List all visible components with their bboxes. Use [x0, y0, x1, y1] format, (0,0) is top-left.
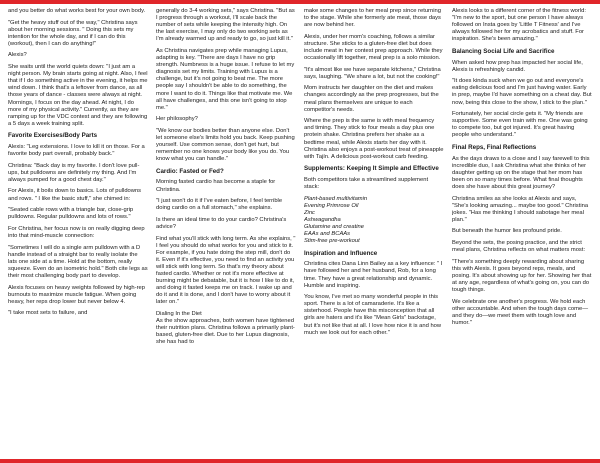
article-column-3	[304, 8, 444, 453]
paragraph: Is there an ideal time to do your cardio? Christina's advice?	[156, 216, 287, 230]
paragraph: and you better do what works best for your own body.	[8, 8, 146, 14]
paragraph: Mom instructs her daughter on the diet and makes changes accordingly as the prep progresses, but the meal plans themselves are unique to each competitor's needs.	[304, 85, 439, 113]
paragraph: "I just won't do it if I've eaten before, I feel terrible doing cardio on a full stomach," she explains.	[156, 198, 283, 212]
paragraph: Dialing In the Diet As the show approaches, both women have tightened their nutrition plans. Christina follows a primarily plant-based, gluten-free diet. Due to her Lupus diagnosis, she has had to	[156, 310, 295, 346]
section-heading: Balancing Social Life and Sacrifice	[452, 47, 555, 55]
section-heading: Inspiration and Influence	[304, 249, 378, 257]
paragraph: You know, I've met so many wonderful people in this sport. There is a lot of camaraderie. It's like a sisterhood. People have this misconception that all girls are haters and it's like "Mean Girls" backstage, but it's not like that at all. I love how nice it is and how much we look out for each other."	[304, 294, 442, 336]
paragraph: Alexis: "Leg extensions. I love to kill it on those. For a favorite body part overall, probably back."	[8, 144, 145, 158]
paragraph: Find what you'll stick with long term. As she explains, " I feel you should do what works for you and stick to it. For example, if you hate doing the step mill, don't do it. Even if it's effective, you need to find an activity you will stick with long term. So that's my theory about fasted cardio. Whether or not it's more effective at burning might be debatable, but it is how I like to do it, and doing it fasted keeps me on track. I wake up and do it and it is done, and I don't have to worry about it later on."	[156, 235, 296, 306]
paragraph: "Get the heavy stuff out of the way," Christina says about her morning sessions. " Doing this sets my intention for the whole day, and if I can do this (workout), then I can do anything!"	[8, 19, 138, 47]
paragraph: When asked how prep has impacted her social life, Alexis is refreshingly candid.	[452, 59, 583, 73]
paragraph: generally do 3-4 working sets," says Christina. "But as I progress through a workout, I'll scale back the number of sets while keeping the intensity high. On the last exercise, I may only do two working sets as I'm already warmed up and ready to go, so just kill it."	[156, 8, 295, 43]
paragraph: "There's something deeply rewarding about sharing this with Alexis. It goes beyond reps, meals, and posing. It's about showing up for her. Showing her that at any age, regardless of what's going on, you can do tough things.	[452, 258, 592, 294]
paragraph: "It does kinda suck when we go out and everyone's eating delicious food and I'm just having water. Early in prep, maybe I'd have something on a cheat day. But now, being this close to the show, I stick to the plan."	[452, 78, 592, 106]
paragraph: As Christina navigates prep while managing Lupus, adapting is key. "There are days I have no grip strength. Numbness is a huge issue. I refuse to let my diagnosis set my limits. Training with Lupus is a challenge, but it's not going to beat me. The more people say I shouldn't be able to do something, the more I want to do it. Things like that motivate me. We all have challenges, and this one isn't going to stop me."	[156, 47, 295, 111]
paragraph: Christina cites Dana Linn Bailey as a key influence: " I have followed her and her husband, Rob, for a long time. They have a great relationship and dynamic. Humble and inspiring.	[304, 261, 443, 289]
article-column-2	[156, 8, 296, 453]
paragraph: Beyond the sets, the posing practice, and the strict meal plans, Christina reflects on what matters most:	[452, 240, 586, 254]
paragraph: "I take most sets to failure, and	[8, 310, 88, 317]
paragraph: Christina smiles as she looks at Alexis and says, "She's looking amazing... maybe too good." Christina jokes. "Has me thinking I should sabotage her meal plan."	[452, 195, 589, 223]
paragraph: Fortunately, her social circle gets it. "My friends are supportive. Some even train with me. One was going to compete too, but got injured. It's great having people who understand."	[452, 111, 588, 139]
paragraph: For Alexis, it boils down to basics. Lots of pulldowns and rows. " I like the basic stuff," she chimed in:	[8, 188, 142, 202]
paragraph: Morning fasted cardio has become a staple for Christina.	[156, 179, 276, 193]
paragraph: For Christina, her focus now is on really digging deep into that mind-muscle connection:	[8, 225, 145, 239]
paragraph: As the days draws to a close and I say farewell to this incredible duo, I ask Christina what she thinks of her daughter getting up on the stage that her mom has been on so many times before. What final thoughts does she have about this great journey?	[452, 155, 590, 190]
bottom-accent-bar	[0, 459, 600, 463]
paragraph: Alexis?	[8, 52, 27, 59]
section-heading: Final Reps, Final Reflections	[452, 144, 537, 151]
article-column-4	[452, 8, 592, 453]
paragraph: "Sometimes I will do a single arm pulldown with a D handle instead of a straight bar to really isolate the lats one side at a time. Hold at the bottom, really squeeze. Even do an isometric hold." Both cite legs as their most challenging body part to develop.	[8, 244, 148, 279]
top-accent-bar	[0, 0, 600, 4]
paragraph: make some changes to her meal prep since returning to the stage. While she formerly ate meat, those days are now behind her.	[304, 8, 441, 29]
paragraph: She waits until the world quiets down: "I just am a night person. My brain starts going at night. Also, I feel that if I do something active in the evening, it helps me wind down. I think that's a leftover from dance, as all those years of dance - classes were always at night. Mornings, I focus on the day ahead. At night, I do more of my physical activity." Currently, as they are ramping up for the VDC contest and they are following a 5 days a week training split.	[8, 64, 148, 127]
paragraph: But beneath the humor lies profound pride.	[452, 228, 562, 235]
paragraph: Her philosophy?	[156, 116, 198, 123]
paragraph: Both competitors take a streamlined supplement stack:	[304, 176, 429, 190]
paragraph: Alexis looks to a different corner of the fitness world: "I'm new to the sport, but one person I have always followed on Insta goes by 'Little T Fitness' and I've always followed her for my acrobatics and stuff. For inspiration. She's been amazing."	[452, 8, 586, 43]
section-heading: Supplements: Keeping It Simple and Effective	[304, 165, 439, 173]
paragraph: Christina: "Back day is my favorite. I don't love pull-ups, but pulldowns are definitely my thing. And I'm always pumped for a good chest day."	[8, 162, 140, 183]
paragraph: Alexis, under her mom's coaching, follows a similar structure. She sticks to a gluten-free diet but does include meat in her contest prep approach. While they occasionally lift together, meal prep is a solo mission.	[304, 33, 443, 62]
paragraph: "It's almost like we have separate kitchens," Christina says, laughing. "We share a lot, but not the cooking!"	[304, 66, 441, 80]
paragraph: We celebrate one another's progress. We hold each other accountable. And when the tough days come—and they do—we meet them with tough love and humor."	[452, 298, 588, 326]
section-heading: Cardio: Fasted or Fed?	[156, 167, 224, 175]
supplement-list: Plant-based multivitamin Evening Primrose Oil Zinc Ashwagandha Glutamine and creatine EAAs and BCAAs Stim-free pre-workout	[304, 195, 368, 245]
section-heading: Favorite Exercises/Body Parts	[8, 132, 98, 140]
article-column-1	[8, 8, 148, 453]
article-page	[8, 8, 592, 453]
paragraph: "We know our bodies better than anyone else. Don't let someone else's limits hold you back. Keep pushing yourself. Use common sense, don't get hurt, but remember no one knows your body like you do. You know what you can handle."	[156, 127, 295, 163]
paragraph: Alexis focuses on heavy weights followed by high-rep burnouts to maximize muscle fatigue. When going heavy, her reps drop lower but never below 4.	[8, 284, 145, 305]
paragraph: Where the prep is the same is with meal frequency and timing. They stick to four meals a day plus one protein shake. Christina prefers her shake as a bedtime meal, while Alexis starts her day with it. Christina also enjoys a post-workout treat of pineapple with Tajín. A delicious post-workout carb feeding.	[304, 118, 444, 160]
paragraph: "Seated cable rows with a triangle bar, close-grip pulldowns. Regular pulldowns and lots of rows."	[8, 207, 134, 221]
